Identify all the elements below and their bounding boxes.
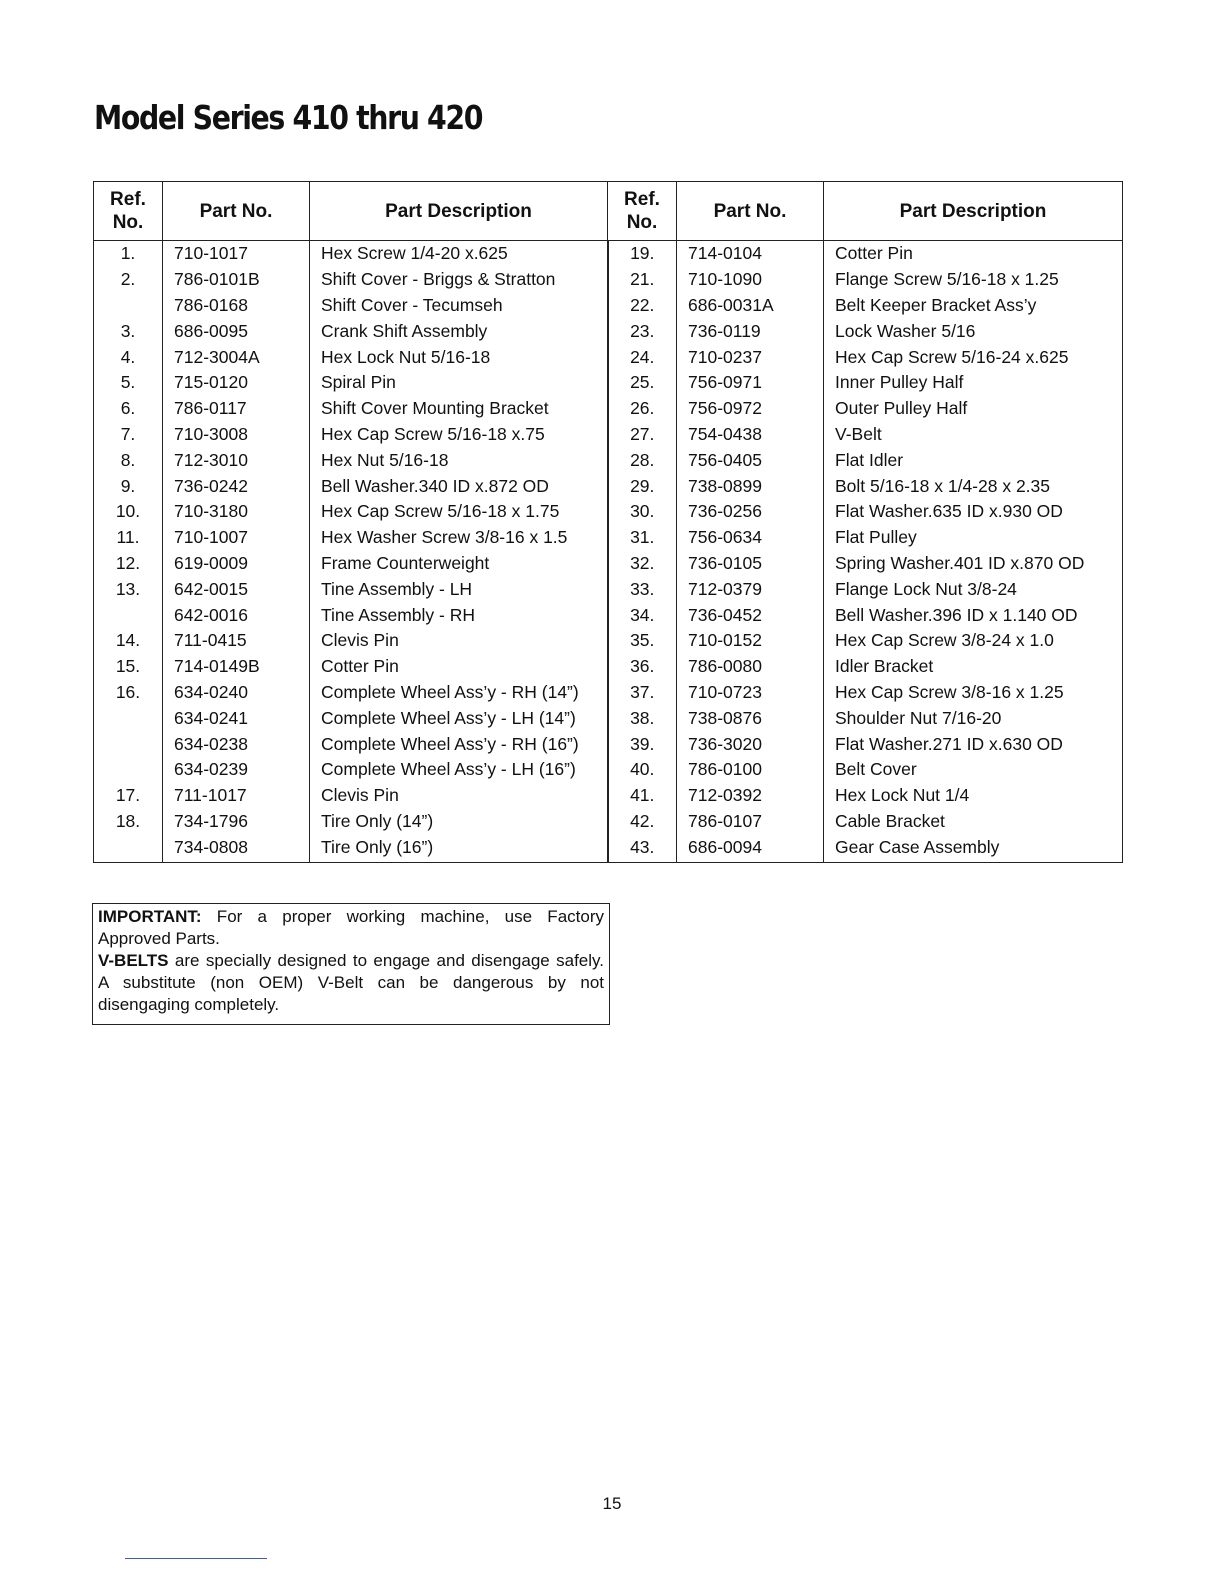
cell-ref-right: 40. — [608, 757, 677, 783]
table-row — [94, 499, 1123, 525]
cell-description-left: Hex Nut 5/16-18 — [310, 447, 608, 473]
cell-part-no-left: 786-0117 — [163, 396, 310, 422]
cell-part-no-left: 736-0242 — [163, 473, 310, 499]
cell-description-right: Outer Pulley Half — [824, 396, 1123, 422]
cell-description-right: Hex Cap Screw 3/8-16 x 1.25 — [824, 680, 1123, 706]
header-ref-label: Ref. No. — [624, 189, 660, 233]
cell-description-right: V-Belt — [824, 422, 1123, 448]
cell-description-right: Bell Washer.396 ID x 1.140 OD — [824, 602, 1123, 628]
table-row — [94, 551, 1123, 577]
cell-part-no-right: 756-0971 — [677, 370, 824, 396]
cell-ref-right: 21. — [608, 267, 677, 293]
table-row — [94, 576, 1123, 602]
cell-ref-left: 15. — [94, 654, 163, 680]
cell-description-right: Flange Lock Nut 3/8-24 — [824, 576, 1123, 602]
cell-part-no-left: 712-3010 — [163, 447, 310, 473]
cell-part-no-right: 710-0723 — [677, 680, 824, 706]
cell-part-no-right: 710-0152 — [677, 628, 824, 654]
cell-ref-left: 7. — [94, 422, 163, 448]
vbelts-text: are specially designed to engage and disengage safely. A substitute (non OEM) V-Belt can be dangerous by not disengaging completely. — [98, 951, 604, 1014]
cell-description-left: Complete Wheel Ass’y - RH (14”) — [310, 680, 608, 706]
cell-part-no-left: 619-0009 — [163, 551, 310, 577]
cell-part-no-right: 736-3020 — [677, 731, 824, 757]
table-row — [94, 241, 1123, 267]
cell-description-left: Clevis Pin — [310, 628, 608, 654]
cell-ref-right: 23. — [608, 318, 677, 344]
cell-part-no-right: 686-0094 — [677, 834, 824, 862]
table-header-row — [94, 182, 1123, 241]
cell-ref-left: 10. — [94, 499, 163, 525]
cell-part-no-left: 712-3004A — [163, 344, 310, 370]
cell-ref-right: 35. — [608, 628, 677, 654]
cell-ref-left: 8. — [94, 447, 163, 473]
cell-part-no-right: 712-0392 — [677, 783, 824, 809]
table-row — [94, 396, 1123, 422]
cell-ref-right: 22. — [608, 293, 677, 319]
cell-description-right: Shoulder Nut 7/16-20 — [824, 705, 1123, 731]
cell-part-no-left: 642-0015 — [163, 576, 310, 602]
cell-description-left: Tire Only (16”) — [310, 834, 608, 862]
cell-ref-left: 6. — [94, 396, 163, 422]
cell-description-left: Shift Cover - Tecumseh — [310, 293, 608, 319]
cell-description-right: Hex Lock Nut 1/4 — [824, 783, 1123, 809]
cell-ref-left: 1. — [94, 241, 163, 267]
cell-part-no-right: 756-0405 — [677, 447, 824, 473]
cell-part-no-left: 711-0415 — [163, 628, 310, 654]
cell-description-right: Bolt 5/16-18 x 1/4-28 x 2.35 — [824, 473, 1123, 499]
header-part-right: Part No. — [677, 182, 824, 241]
cell-part-no-right: 710-1090 — [677, 267, 824, 293]
cell-description-left: Hex Lock Nut 5/16-18 — [310, 344, 608, 370]
cell-ref-right: 29. — [608, 473, 677, 499]
table-row — [94, 473, 1123, 499]
cell-description-left: Cotter Pin — [310, 654, 608, 680]
header-ref-right — [608, 182, 677, 241]
cell-ref-right: 38. — [608, 705, 677, 731]
cell-part-no-left: 734-0808 — [163, 834, 310, 862]
table-row — [94, 680, 1123, 706]
cell-part-no-left: 710-1017 — [163, 241, 310, 267]
header-desc-left: Part Description — [310, 182, 608, 241]
cell-description-left: Bell Washer.340 ID x.872 OD — [310, 473, 608, 499]
cell-part-no-left: 710-3008 — [163, 422, 310, 448]
table-row — [94, 628, 1123, 654]
cell-ref-right: 36. — [608, 654, 677, 680]
cell-description-right: Flat Idler — [824, 447, 1123, 473]
table-row — [94, 783, 1123, 809]
cell-part-no-right: 710-0237 — [677, 344, 824, 370]
footer-rule — [125, 1558, 267, 1559]
cell-part-no-right: 736-0256 — [677, 499, 824, 525]
cell-part-no-right: 738-0876 — [677, 705, 824, 731]
table-row — [94, 447, 1123, 473]
cell-ref-left — [94, 602, 163, 628]
cell-part-no-left: 711-1017 — [163, 783, 310, 809]
cell-ref-left: 14. — [94, 628, 163, 654]
cell-ref-right: 26. — [608, 396, 677, 422]
header-ref-label: Ref. No. — [110, 189, 146, 233]
cell-ref-left: 5. — [94, 370, 163, 396]
cell-part-no-left: 714-0149B — [163, 654, 310, 680]
cell-description-left: Complete Wheel Ass’y - RH (16”) — [310, 731, 608, 757]
cell-part-no-right: 686-0031A — [677, 293, 824, 319]
cell-part-no-left: 634-0239 — [163, 757, 310, 783]
cell-part-no-right: 736-0105 — [677, 551, 824, 577]
cell-description-left: Hex Screw 1/4-20 x.625 — [310, 241, 608, 267]
cell-ref-left — [94, 757, 163, 783]
cell-ref-left: 12. — [94, 551, 163, 577]
cell-description-right: Hex Cap Screw 3/8-24 x 1.0 — [824, 628, 1123, 654]
cell-ref-right: 41. — [608, 783, 677, 809]
cell-ref-left: 4. — [94, 344, 163, 370]
table-row — [94, 293, 1123, 319]
page-title: Model Series 410 thru 420 — [94, 98, 483, 137]
cell-description-left: Frame Counterweight — [310, 551, 608, 577]
cell-description-right: Cable Bracket — [824, 809, 1123, 835]
cell-part-no-left: 642-0016 — [163, 602, 310, 628]
cell-ref-right: 30. — [608, 499, 677, 525]
cell-part-no-right: 736-0452 — [677, 602, 824, 628]
cell-description-right: Flange Screw 5/16-18 x 1.25 — [824, 267, 1123, 293]
cell-description-left: Complete Wheel Ass’y - LH (14”) — [310, 705, 608, 731]
cell-description-left: Hex Washer Screw 3/8-16 x 1.5 — [310, 525, 608, 551]
cell-ref-right: 34. — [608, 602, 677, 628]
cell-description-right: Lock Washer 5/16 — [824, 318, 1123, 344]
cell-description-left: Complete Wheel Ass’y - LH (16”) — [310, 757, 608, 783]
cell-part-no-right: 736-0119 — [677, 318, 824, 344]
cell-description-right: Flat Pulley — [824, 525, 1123, 551]
cell-part-no-left: 686-0095 — [163, 318, 310, 344]
cell-ref-right: 19. — [608, 241, 677, 267]
cell-part-no-right: 756-0972 — [677, 396, 824, 422]
cell-description-right: Flat Washer.271 ID x.630 OD — [824, 731, 1123, 757]
parts-table-body — [94, 241, 1123, 863]
cell-ref-right: 32. — [608, 551, 677, 577]
cell-part-no-right: 714-0104 — [677, 241, 824, 267]
cell-part-no-left: 710-1007 — [163, 525, 310, 551]
cell-ref-left — [94, 293, 163, 319]
cell-description-right: Flat Washer.635 ID x.930 OD — [824, 499, 1123, 525]
cell-part-no-right: 786-0080 — [677, 654, 824, 680]
cell-ref-left: 18. — [94, 809, 163, 835]
cell-description-right: Belt Cover — [824, 757, 1123, 783]
table-row — [94, 318, 1123, 344]
page-number: 15 — [602, 1494, 622, 1513]
cell-ref-left: 16. — [94, 680, 163, 706]
cell-description-left: Shift Cover - Briggs & Stratton — [310, 267, 608, 293]
cell-part-no-left: 634-0238 — [163, 731, 310, 757]
table-row — [94, 809, 1123, 835]
cell-ref-left — [94, 731, 163, 757]
cell-ref-left: 13. — [94, 576, 163, 602]
cell-ref-right: 24. — [608, 344, 677, 370]
cell-ref-left — [94, 705, 163, 731]
cell-description-left: Shift Cover Mounting Bracket — [310, 396, 608, 422]
cell-description-right: Idler Bracket — [824, 654, 1123, 680]
parts-table — [93, 181, 1123, 863]
cell-description-right: Belt Keeper Bracket Ass’y — [824, 293, 1123, 319]
header-desc-right: Part Description — [824, 182, 1123, 241]
table-row — [94, 654, 1123, 680]
cell-part-no-right: 712-0379 — [677, 576, 824, 602]
cell-description-left: Spiral Pin — [310, 370, 608, 396]
table-row — [94, 370, 1123, 396]
important-label: IMPORTANT: — [98, 907, 202, 926]
cell-part-no-left: 715-0120 — [163, 370, 310, 396]
cell-part-no-right: 738-0899 — [677, 473, 824, 499]
cell-description-left: Hex Cap Screw 5/16-18 x.75 — [310, 422, 608, 448]
cell-description-left: Tine Assembly - LH — [310, 576, 608, 602]
header-ref-left — [94, 182, 163, 241]
cell-ref-left: 3. — [94, 318, 163, 344]
cell-ref-right: 43. — [608, 834, 677, 862]
cell-ref-left — [94, 834, 163, 862]
cell-part-no-left: 786-0101B — [163, 267, 310, 293]
important-text: For a proper working machine, use Factory Approved Parts. — [98, 907, 604, 948]
cell-description-left: Tire Only (14”) — [310, 809, 608, 835]
table-row — [94, 731, 1123, 757]
cell-part-no-left: 734-1796 — [163, 809, 310, 835]
cell-part-no-right: 756-0634 — [677, 525, 824, 551]
cell-ref-right: 28. — [608, 447, 677, 473]
cell-description-right: Cotter Pin — [824, 241, 1123, 267]
cell-ref-left: 11. — [94, 525, 163, 551]
cell-description-right: Gear Case Assembly — [824, 834, 1123, 862]
cell-ref-left: 2. — [94, 267, 163, 293]
cell-description-left: Hex Cap Screw 5/16-18 x 1.75 — [310, 499, 608, 525]
table-row — [94, 834, 1123, 862]
vbelts-paragraph — [98, 950, 604, 1016]
cell-ref-right: 37. — [608, 680, 677, 706]
vbelts-label: V-BELTS — [98, 951, 169, 970]
cell-ref-right: 42. — [608, 809, 677, 835]
table-row — [94, 422, 1123, 448]
cell-description-right: Inner Pulley Half — [824, 370, 1123, 396]
cell-part-no-right: 786-0100 — [677, 757, 824, 783]
cell-description-left: Clevis Pin — [310, 783, 608, 809]
cell-ref-right: 33. — [608, 576, 677, 602]
cell-ref-right: 27. — [608, 422, 677, 448]
important-notice-box — [92, 903, 610, 1025]
table-row — [94, 602, 1123, 628]
cell-description-left: Crank Shift Assembly — [310, 318, 608, 344]
cell-description-right: Hex Cap Screw 5/16-24 x.625 — [824, 344, 1123, 370]
table-row — [94, 267, 1123, 293]
cell-part-no-left: 634-0241 — [163, 705, 310, 731]
table-row — [94, 525, 1123, 551]
table-row — [94, 344, 1123, 370]
header-part-left: Part No. — [163, 182, 310, 241]
cell-part-no-left: 634-0240 — [163, 680, 310, 706]
cell-ref-right: 39. — [608, 731, 677, 757]
cell-description-left: Tine Assembly - RH — [310, 602, 608, 628]
cell-part-no-right: 754-0438 — [677, 422, 824, 448]
cell-part-no-right: 786-0107 — [677, 809, 824, 835]
cell-ref-left: 17. — [94, 783, 163, 809]
important-paragraph — [98, 906, 604, 950]
cell-part-no-left: 786-0168 — [163, 293, 310, 319]
cell-part-no-left: 710-3180 — [163, 499, 310, 525]
table-row — [94, 757, 1123, 783]
cell-ref-right: 25. — [608, 370, 677, 396]
cell-ref-left: 9. — [94, 473, 163, 499]
cell-description-right: Spring Washer.401 ID x.870 OD — [824, 551, 1123, 577]
table-row — [94, 705, 1123, 731]
cell-ref-right: 31. — [608, 525, 677, 551]
